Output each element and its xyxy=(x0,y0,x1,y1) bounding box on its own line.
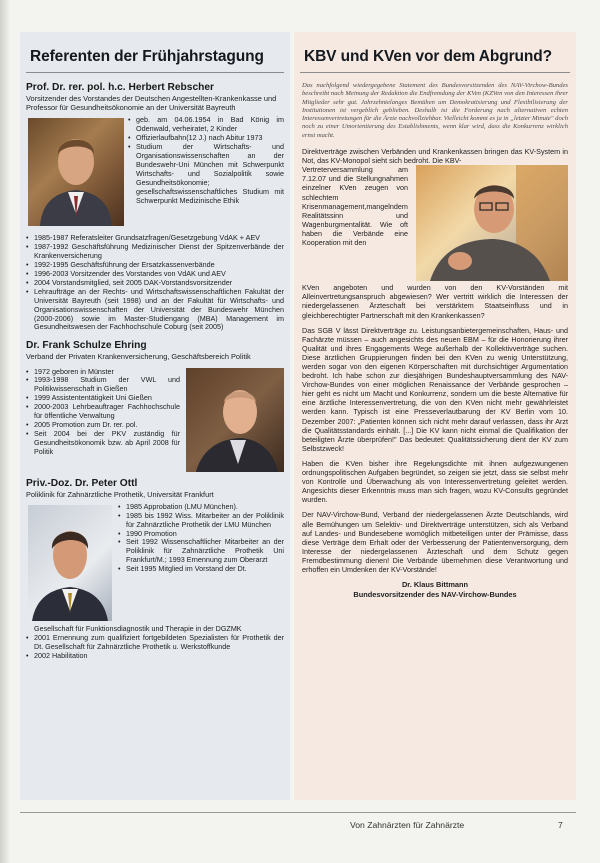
portrait-icon xyxy=(416,165,568,281)
paragraph: Das SGB V lässt Direktverträge zu. Leistungsanbietergemeinschaften, Haus- und Fachärzte müssen – auch angesichts des neuen EBM – für die Honorierung ihrer Qualität und ihres Engagements Wege außerhalb der Kollektivverträge suchen. Diese ärztlichen Gruppierungen finden bei den KVen zu wenig Unterstützung, werden sogar von den eigenen Körperschaften mit durchsichtiger Argumentation bedroht. Ich habe schon zur diesjährigen Bundeshauptversammlung des NAV-Virchow-Bundes von einer möglichen Renaissance der Verbände gesprochen – hier geht es nicht um Macht und Konkurrenz, sondern um die beste Alternative für eine ärztliche Interessenvertretung, die von den KVen nicht mehr gewährleistet werden kann. Typisch ist eine Presseverlautbarung der KV Berlin vom 10. Dezember 2007: „Patienten können sich nicht mehr darauf verlassen, dass ihr Arzt die Qualitätsstandards einhält. [...] Die KV kann nicht einmal die Qualifikation der beteiligten Ärzte überprüfen!" Das bedeutet: Qualitätssicherung dient der KV zum Selbstzweck! xyxy=(302,325,568,453)
continued-text: Gesellschaft für Funktionsdiagnostik und Therapie in der DGZMK xyxy=(34,623,242,633)
speakers-column xyxy=(20,32,290,800)
speaker-name: Dr. Frank Schulze Ehring xyxy=(26,340,147,352)
speaker-schulze-ehring xyxy=(26,340,284,473)
article-column xyxy=(294,32,576,800)
speaker-side-bullets xyxy=(118,503,284,574)
list-item: • Lehraufträge an der Rechts- und Wirtschaftswissenschaftlichen Fakultät der Universität Bayreuth (seit 1998) und an der Fakultät für Wirtschafts- und Organisationswissenschaften der Universität der Bundeswehr München (2000-2006) sowie im Master-Studiengang (MBA) Management im Gesundheitswesen der Fachhochschule Coburg (seit 2005) xyxy=(26,288,284,333)
page-number: 7 xyxy=(558,820,563,830)
list-item: • 1992-1995 Geschäftsführung der Ersatzkassenverbände xyxy=(26,261,284,270)
paragraph: Vertreterversammlung am 7.12.07 und die Stellungnahmen einzelner KVen zeugen von schlechtem Krisenmanagement,mangelndem Realitätssinn und Wagenburgmentalität. Wie oft haben die Verbände eine Kooperation mit den xyxy=(302,165,408,248)
list-item: • 2001 Ernennung zum qualifiziert fortgebildeten Spezialisten für Prothetik der Dt. Gesellschaft für Zahnärztliche Prothetik u. Werkstoffkunde xyxy=(26,634,284,652)
paragraph: Direktverträge zwischen Verbänden und Krankenkassen bringen das KV-System in Not, das KV-Monopol sieht sich bedroht. Die KBV- xyxy=(302,147,568,166)
speaker-photo xyxy=(28,505,112,621)
list-item: • 1985-1987 Referatsleiter Grundsatzfragen/Gesetzgebung VdAK + AEV xyxy=(26,234,284,243)
list-item: • 1985 Approbation (LMU München). xyxy=(118,503,284,512)
speaker-photo xyxy=(28,118,124,226)
list-item: • Seit 1992 Wissenschaftlicher Mitarbeiter an der Poliklinik für Zahnärztliche Prothetik Uni Frankfurt/M.; 1993 Ernennung zum Oberarzt xyxy=(118,538,284,565)
signature-block xyxy=(300,580,570,599)
list-item: • Studium der Wirtschafts- und Organisationswissenschaften an der Bundeswehr-Uni München mit Schwerpunkt Wirtschafts- und Sozialpolitik sowie Gesundheitsökonomie; gesellschaftswissenschaftliches Studium mit Schwerpunkt Medizinische Ethik xyxy=(128,143,284,205)
footer-text: Von Zahnärzten für Zahnärzte xyxy=(350,820,465,830)
list-item: • 1987-1992 Geschäftsführung Medizinischer Dienst der Spitzenverbände der Krankenversicherung xyxy=(26,243,284,261)
portrait-icon xyxy=(28,118,124,226)
speaker-rebscher xyxy=(26,82,284,332)
paragraph: Der NAV-Virchow-Bund, Verband der niedergelassenen Ärzte Deutschlands, wird alle Bemühungen um Selektiv- und Direktverträge unterstützen, sich als Verband auf Landes- und Bundesebene womöglich mitbeteiligen unter der Prämisse, dass diese Verträge dem Erhalt oder der Verbesserung der Patientenversorgung, dem Interesse der niedergelassenen Ärzteschaft und dem Schutz gegen Fremdbestimmung dienen! Die Verbände übernehmen diese Verantwortung und erhoffen ein Umdenken der KV-Vorstände! xyxy=(302,510,568,574)
article-intro: Das nachfolgend wiedergegebene Statement des Bundesvorsitzenden des NAV-Virchow-Bundes beschreibt nach Meinung der Redaktion die Endfremdung der KVen (KZVen von den Interessen ihrer Mitglieder sehr gut. Jahrzehntelanges Bemühen um Demokratisierung und Flexibilisierung der Institutionen ist vergeblich geblieben. Deshalb ist die Forderung nach alternativen echten Interessenvertretungen für die Ärzte nachvollziehbar. Vielleicht kommt es ja in „letzter Minute" doch noch zu einer Umorientierung des Establishments, wenn klar wird, dass die Konkurrenz wirklich ernst macht. xyxy=(302,82,568,139)
list-item: • 1996-2003 Vorsitzender des Vorstandes von VdAK und AEV xyxy=(26,270,284,279)
binding-shadow xyxy=(0,0,10,863)
author-photo xyxy=(416,165,568,281)
list-item: • 2005 Promotion zum Dr. rer. pol. xyxy=(26,421,180,430)
speakers-title: Referenten der Frühjahrstagung xyxy=(26,32,284,73)
paragraph: Haben die KVen bisher ihre Regelungsdichte mit ihnen aufgezwungenen ordnungspolitischen Aufgaben begründet, so zeigen sie jetzt, dass sie selbst mehr von Kontrolle und Überwachung als von Interessenvertretung geleitet werden. Angesichts dieser Erkenntnis muss man sich fragen, wozu KV-Consults gegründet wurden. xyxy=(302,458,568,505)
paragraph: KVen angeboten und wurden von den KV-Vorständen mit Alleinvertretungsanspruch abgewiesen? Wer vertritt wirklich die Interessen der niedergelassenen Ärzteschaft bei verstärktem Staatseinfluss und in gleichberechtigter Partnerschaft mit den Krankenkassen? xyxy=(302,283,568,320)
speaker-name: Priv.-Doz. Dr. Peter Ottl xyxy=(26,477,138,489)
speaker-ottl xyxy=(26,478,284,661)
list-item: • 1985 bis 1992 Wiss. Mitarbeiter an der Poliklinik für Zahnärztliche Prothetik der LMU München xyxy=(118,512,284,530)
list-item: • Seit 2004 bei der PKV zuständig für Gesundheitsökonomik bzw. ab April 2008 für Politik xyxy=(26,430,180,457)
speaker-bullets xyxy=(26,234,284,332)
speaker-role: Vorsitzender des Vorstandes der Deutschen Angestellten-Krankenkasse und Professor für Gesundheitsökonomie an der Universität Bayreuth xyxy=(26,94,277,113)
list-item: • Seit 1995 Mitglied im Vorstand der Dt. xyxy=(118,565,284,574)
speaker-side-bullets xyxy=(128,116,284,205)
speaker-role: Verband der Privaten Krankenversicherung, Geschäftsbereich Politik xyxy=(26,352,251,362)
portrait-icon xyxy=(28,505,112,621)
speaker-name: Prof. Dr. rer. pol. h.c. Herbert Rebscher xyxy=(26,82,214,93)
article-title: KBV und KVen vor dem Abgrund? xyxy=(300,32,570,73)
speaker-photo xyxy=(186,368,284,472)
speaker-role: Poliklinik für Zahnärztliche Prothetik, Universität Frankfurt xyxy=(26,489,214,499)
speaker-bullets xyxy=(26,368,180,457)
list-item: • Offizierlaufbahn(12 J.) nach Abitur 1973 xyxy=(128,134,284,143)
portrait-icon xyxy=(186,368,284,472)
signature-title: Bundesvorsitzender des NAV-Virchow-Bundes xyxy=(353,589,517,599)
list-item: • 1972 geboren in Münster xyxy=(26,368,180,377)
list-item: • 1990 Promotion xyxy=(118,530,284,539)
list-item: • 2004 Vorstandsmitglied, seit 2005 DAK-Vorstandsvorsitzender xyxy=(26,279,284,288)
list-item: • 2000-2003 Lehrbeauftrager Fachhochschule für öffentliche Verwaltung xyxy=(26,403,180,421)
speaker-bullets xyxy=(26,634,284,661)
signature-name: Dr. Klaus Bittmann xyxy=(401,580,469,590)
list-item: • geb. am 04.06.1954 in Bad König im Odenwald, verheiratet, 2 Kinder xyxy=(128,116,284,134)
footer-divider xyxy=(20,812,576,813)
list-item: • 1993-1998 Studium der VWL und Politikwissenschaft in Gießen xyxy=(26,376,180,394)
list-item: • 1999 Assistententätigkeit Uni Gießen xyxy=(26,394,180,403)
list-item: • 2002 Habilitation xyxy=(26,652,284,661)
